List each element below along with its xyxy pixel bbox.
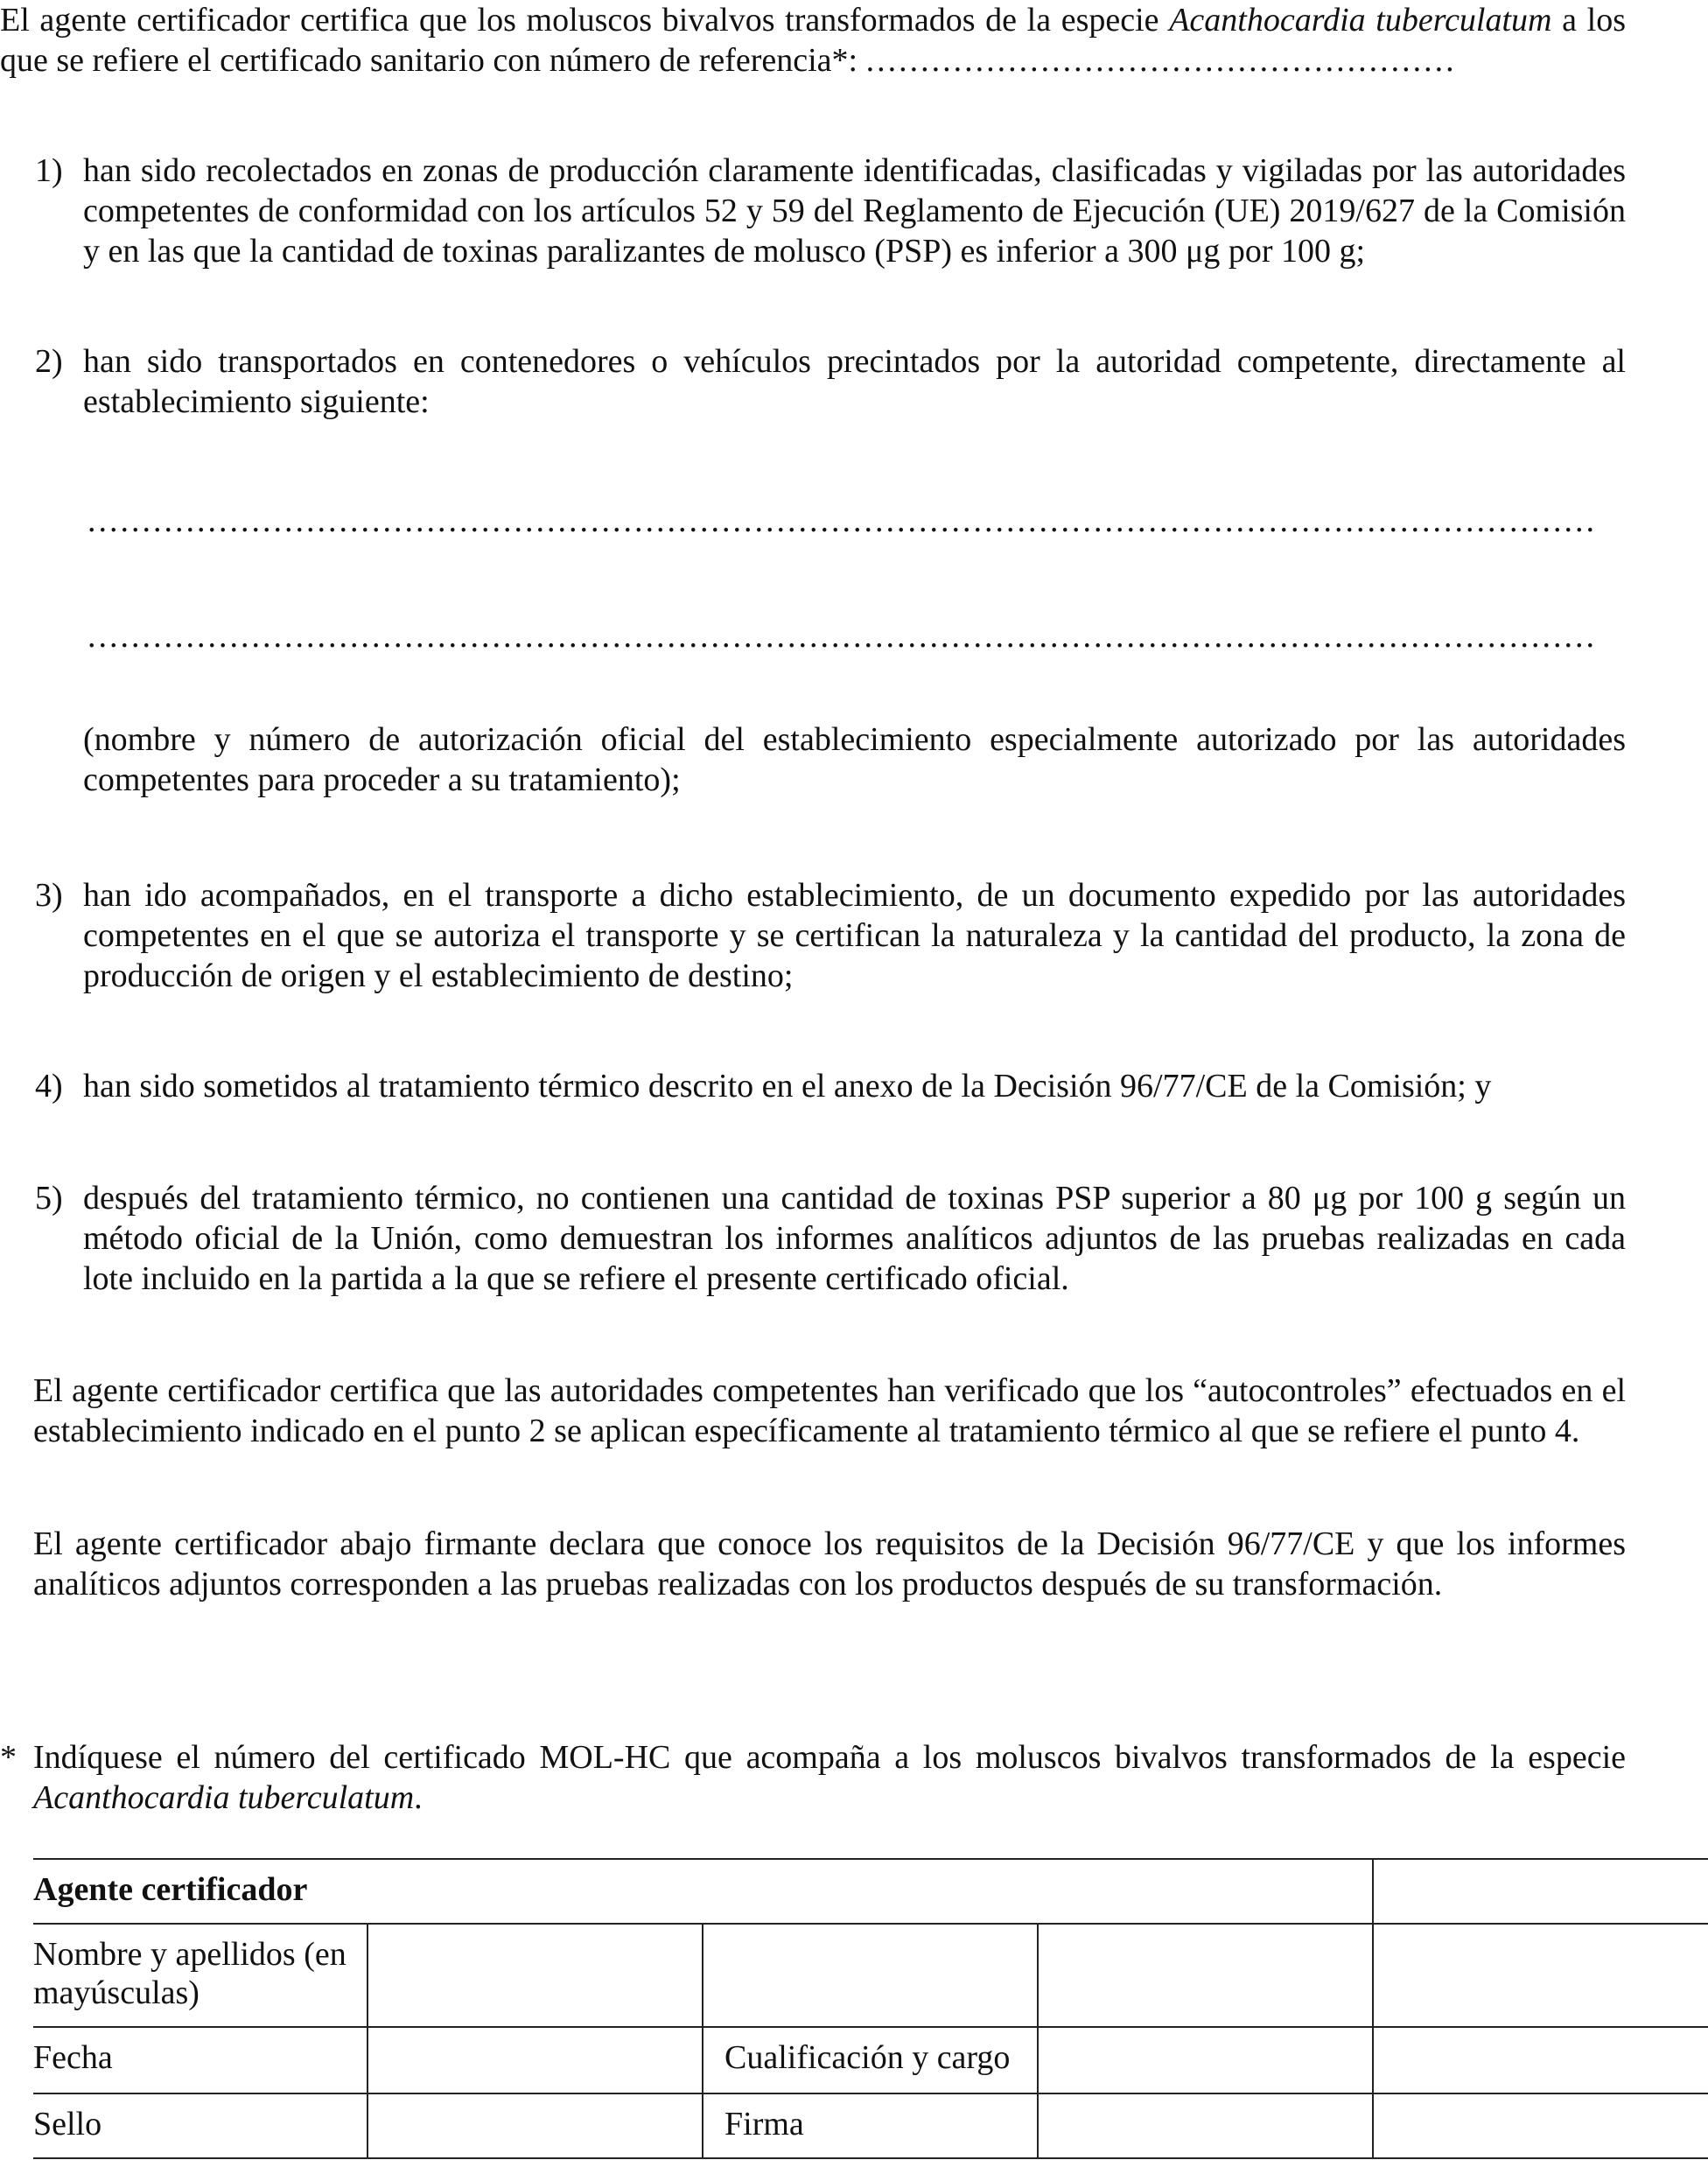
qualification-label: Cualificación y cargo: [703, 2027, 1038, 2093]
list-item-number: 1): [35, 152, 63, 189]
table-row: [33, 2093, 1708, 2158]
date-label: Fecha: [33, 2027, 368, 2093]
intro-paragraph: [0, 0, 1626, 81]
table-row: [33, 1924, 1708, 2027]
list-item-text: han sido sometidos al tratamiento térmico descrito en el anexo de la Decisión 96/77/CE de la Comisión; y: [83, 1068, 1492, 1105]
table-row: [33, 1859, 1708, 1924]
blank-cell: [1373, 1859, 1708, 1924]
blank-cell: [1373, 1924, 1708, 2027]
blank-cell: [1373, 2027, 1708, 2093]
list-item-number: 5): [35, 1180, 63, 1217]
table-header-certifying-officer: Agente certificador: [33, 1859, 1373, 1924]
intro-text-start: El agente certificador certifica que los moluscos bivalvos transformados de la especie: [0, 2, 1170, 39]
stamp-field[interactable]: [368, 2093, 703, 2158]
certifying-officer-table: [33, 1858, 1708, 2159]
species-name: Acanthocardia tuberculatum: [1169, 2, 1552, 39]
qualification-field[interactable]: [1038, 2027, 1373, 2093]
stamp-label: Sello: [33, 2093, 368, 2158]
footnote-species-name: Acanthocardia tuberculatum: [33, 1779, 415, 1816]
name-label: Nombre y apellidos (en mayúsculas): [33, 1924, 368, 2027]
footnote-text: Indíquese el número del certificado MOL-HC que acompaña a los moluscos bivalvos transformados de la especie Acanthocardia tuberculatum.: [33, 1739, 1626, 1816]
date-field[interactable]: [368, 2027, 703, 2093]
establishment-note: (nombre y número de autorización oficial del establecimiento especialmente autorizado por las autoridades competentes para proceder a su tratamiento);: [83, 721, 1626, 798]
declaration-paragraph: El agente certificador abajo firmante declara que conoce los requisitos de la Decisión 96/77/CE y que los informes analíticos adjuntos corresponden a las pruebas realizadas con los productos después de su transformación.: [33, 1525, 1626, 1602]
list-item-number: 3): [35, 877, 63, 914]
intro-text-end: a los que se refiere el certificado sanitario con número de referencia*:: [0, 2, 1626, 79]
list-item-text: han sido recolectados en zonas de producción claramente identificadas, clasificadas y vigiladas por las autoridades competentes de conformidad con los artículos 52 y 59 del Reglamento de Ejecución (UE) 2019/627 de la Comisión y en las que la cantidad de toxinas paralizantes de molusco (PSP) es inferior a 300 μg por 100 g;: [83, 152, 1626, 270]
blank-cell: [703, 1924, 1038, 2027]
autocontroles-paragraph: El agente certificador certifica que las autoridades competentes han verificado que los “autocontroles” efectuados en el establecimiento indicado en el punto 2 se aplican específicamente al tratamiento térmico al que se refiere el punto 4.: [33, 1372, 1626, 1449]
blank-cell: [1038, 1924, 1373, 2027]
footnote-marker: *: [0, 1739, 17, 1776]
reference-number-dots: ......................................................: [865, 42, 1457, 79]
signature-label: Firma: [703, 2093, 1038, 2158]
signature-field[interactable]: [1038, 2093, 1373, 2158]
establishment-dotted-line: ..........................................................................................................................................: [88, 618, 1597, 655]
table-row: [33, 2027, 1708, 2093]
list-item-text: después del tratamiento térmico, no contienen una cantidad de toxinas PSP superior a 80 μg por 100 g según un método oficial de la Unión, como demuestran los informes analíticos adjuntos de las pruebas realizadas en cada lote incluido en la partida a la que se refiere el presente certificado oficial.: [83, 1180, 1626, 1297]
list-item-text: han sido transportados en contenedores o vehículos precintados por la autoridad competente, directamente al establecimiento siguiente:: [83, 343, 1626, 420]
list-item-number: 2): [35, 343, 63, 380]
blank-cell: [1373, 2093, 1708, 2158]
list-item-text: han ido acompañados, en el transporte a dicho establecimiento, de un documento expedido por las autoridades competentes en el que se autoriza el transporte y se certifican la naturaleza y la cantidad del producto, la zona de producción de origen y el establecimiento de destino;: [83, 877, 1626, 994]
establishment-dotted-line: ..........................................................................................................................................: [88, 502, 1597, 539]
name-field[interactable]: [368, 1924, 703, 2027]
list-item-number: 4): [35, 1068, 63, 1105]
